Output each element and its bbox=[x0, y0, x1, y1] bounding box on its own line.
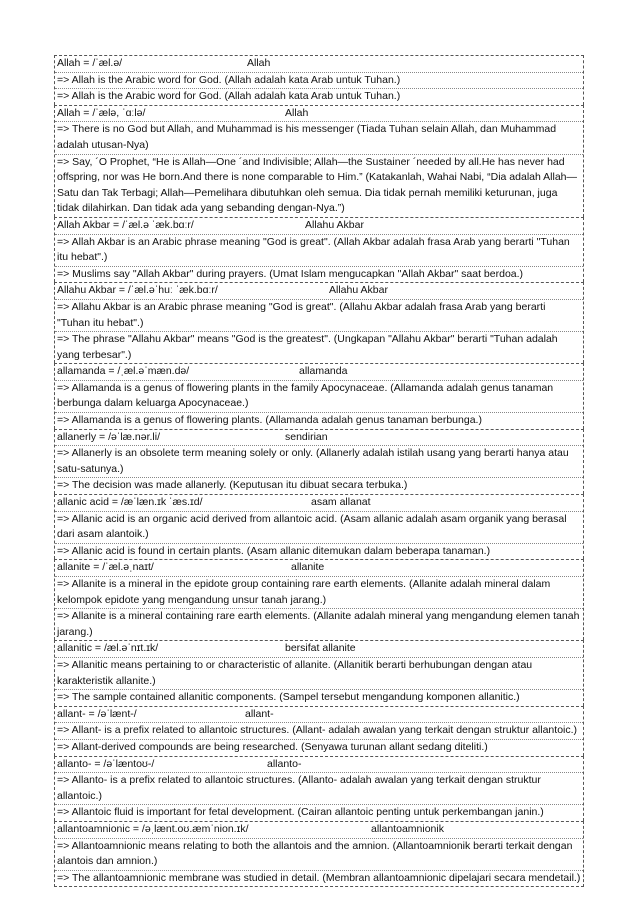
entry-term: allanitic = /æl.əˈnɪt.ɪk/ bbox=[57, 642, 159, 655]
example-sentence: => Allanite is a mineral containing rare earth elements. (Allanite adalah mineral yang mengandung elemen tanah jarang.) bbox=[57, 610, 580, 638]
example-sentence: => Allant- is a prefix related to allantoic structures. (Allant- adalah awalan yang terkait dengan struktur allantoic.) bbox=[55, 723, 583, 740]
entry-header bbox=[55, 822, 583, 839]
dictionary-document bbox=[54, 55, 584, 887]
entry-translation: allanto- bbox=[267, 757, 302, 770]
example-sentence: => Allanic acid is an organic acid derived from allantoic acid. (Asam allanic adalah asam organik yang berasal dari asam alantoik.) bbox=[55, 512, 583, 544]
dictionary-entry bbox=[54, 105, 584, 217]
example-sentence: => Allanitic means pertaining to or characteristic of allanite. (Allanitik berarti berhubungan dengan atau karakteristik allanite.) bbox=[55, 658, 583, 690]
entry-translation: Allah bbox=[247, 57, 271, 69]
entry-header bbox=[55, 757, 583, 774]
entry-translation: allant- bbox=[245, 707, 274, 720]
entry-term: allantoamnionic = /əˌlænt.oʊ.æmˈnion.ɪk/ bbox=[57, 822, 249, 835]
example-sentence: => Allant-derived compounds are being researched. (Senyawa turunan allant sedang diteliti.) bbox=[57, 740, 488, 753]
example-sentence: => Allamanda is a genus of flowering plants in the family Apocynaceae. (Allamanda adalah genus tanaman berbunga dalam keluarga Apocynaceae.) bbox=[55, 381, 583, 413]
entry-term: allant- = /əˈlænt-/ bbox=[57, 707, 137, 720]
entry-header bbox=[55, 560, 583, 577]
entry-term: allamanda = /ˌæl.əˈmæn.də/ bbox=[57, 365, 190, 378]
entry-translation: Allahu Akbar bbox=[329, 284, 388, 297]
dictionary-entry bbox=[54, 429, 584, 494]
example-sentence: => Allah is the Arabic word for God. (Allah adalah kata Arab untuk Tuhan.) bbox=[57, 90, 401, 103]
dictionary-entry bbox=[54, 821, 584, 887]
entry-translation: allantoamnionik bbox=[371, 822, 444, 835]
example-sentence: => The allantoamnionic membrane was studied in detail. (Membran allantoamnionic dipelajari secara mendetail.) bbox=[57, 871, 581, 884]
entry-header bbox=[55, 218, 583, 235]
example-sentence: => Allantoamnionic means relating to both the allantois and the amnion. (Allantoamnionik berarti terkait dengan alantois dan amnion.) bbox=[55, 839, 583, 871]
entry-header bbox=[55, 364, 583, 381]
example-sentence: => The decision was made allanerly. (Keputusan itu dibuat secara terbuka.) bbox=[57, 479, 408, 492]
example-sentence: => Allanic acid is found in certain plants. (Asam allanic ditemukan dalam beberapa tanaman.) bbox=[57, 544, 491, 557]
dictionary-entry bbox=[54, 494, 584, 559]
entry-translation: sendirian bbox=[285, 430, 328, 443]
example-sentence: => There is no God but Allah, and Muhammad is his messenger (Tiada Tuhan selain Allah, dan Muhammad adalah utusan-Nya) bbox=[55, 122, 583, 154]
dictionary-entry bbox=[54, 217, 584, 282]
example-sentence: => The sample contained allanitic components. (Sampel tersebut mengandung komponen allanitic.) bbox=[57, 691, 520, 704]
entry-term: allanite = /ˈæl.əˌnaɪt/ bbox=[57, 561, 154, 574]
dictionary-entry bbox=[54, 706, 584, 756]
entry-term: Allahu Akbar = /ˈæl.əˈhuː ˈæk.bɑːr/ bbox=[57, 284, 218, 297]
dictionary-entry bbox=[54, 559, 584, 640]
example-sentence: => The phrase "Allahu Akbar" means "God is the greatest". (Ungkapan "Allahu Akbar" berarti "Tuhan adalah yang terbesar".) bbox=[57, 333, 558, 361]
entry-translation: asam allanat bbox=[311, 496, 371, 509]
entry-header bbox=[55, 283, 583, 300]
example-sentence: => Allantoic fluid is important for fetal development. (Cairan allantoic penting untuk perkembangan janin.) bbox=[57, 806, 544, 819]
dictionary-entry bbox=[54, 55, 584, 105]
entry-translation: allamanda bbox=[299, 365, 348, 378]
dictionary-entry bbox=[54, 640, 584, 705]
example-sentence: => Allanto- is a prefix related to allantoic structures. (Allanto- adalah awalan yang terkait dengan struktur allantoic.) bbox=[55, 773, 583, 805]
example-sentence: => Allamanda is a genus of flowering plants. (Allamanda adalah genus tanaman berbunga.) bbox=[57, 414, 482, 427]
entry-term: allanerly = /əˈlæ.nər.li/ bbox=[57, 430, 161, 443]
entry-term: Allah = /ˈæl.ə/ bbox=[57, 57, 123, 69]
entry-term: allanto- = /əˈlæntoʊ-/ bbox=[57, 757, 155, 770]
dictionary-entry bbox=[54, 363, 584, 428]
entry-header bbox=[55, 430, 583, 447]
entry-translation: Allah bbox=[285, 106, 309, 119]
entry-header bbox=[55, 641, 583, 658]
entry-header bbox=[55, 56, 583, 73]
entry-term: allanic acid = /æˈlæn.ɪk ˈæs.ɪd/ bbox=[57, 496, 203, 509]
entry-term: Allah = /ˈælə, ˈɑːlə/ bbox=[57, 106, 146, 119]
example-sentence: => Allah Akbar is an Arabic phrase meaning "God is great". (Allah Akbar adalah frasa Arab yang berarti "Tuhan itu hebat".) bbox=[55, 235, 583, 267]
example-sentence: => Allah is the Arabic word for God. (Allah adalah kata Arab untuk Tuhan.) bbox=[55, 73, 583, 90]
entry-header bbox=[55, 495, 583, 512]
example-sentence: => Say, ´O Prophet, “He is Allah—One ´and Indivisible; Allah—the Sustainer ´needed by all.He has never had offspring, nor was He born.And there is none comparable to Him.” (Katakanlah, Wahai Nabi, “Dia adalah Allah—Satu dan Tak Terbagi; Allah—Pemelihara dibutuhkan oleh semua. Dia tidak pernah memiliki keturunan, juga tidak dilahirkan. Dan tidak ada yang sebanding dengan-Nya.”) bbox=[57, 155, 578, 215]
example-sentence: => Allanite is a mineral in the epidote group containing rare earth elements. (Allanite adalah mineral dalam kelompok epidote yang mengandung unsur tanah jarang.) bbox=[55, 577, 583, 609]
entry-translation: Allahu Akbar bbox=[305, 218, 364, 231]
entry-header bbox=[55, 106, 583, 123]
entry-translation: bersifat allanite bbox=[285, 642, 356, 655]
example-sentence: => Allahu Akbar is an Arabic phrase meaning "God is great". (Allahu Akbar adalah frasa Arab yang berarti "Tuhan itu hebat".) bbox=[55, 300, 583, 332]
dictionary-entry bbox=[54, 756, 584, 821]
entry-header bbox=[55, 707, 583, 724]
dictionary-entry bbox=[54, 282, 584, 363]
example-sentence: => Allanerly is an obsolete term meaning solely or only. (Allanerly adalah istilah usang yang berarti hanya atau satu-satunya.) bbox=[55, 446, 583, 478]
example-sentence: => Muslims say "Allah Akbar" during prayers. (Umat Islam mengucapkan "Allah Akbar" saat berdoa.) bbox=[57, 267, 524, 280]
entry-term: Allah Akbar = /ˈæl.ə ˈæk.bɑːr/ bbox=[57, 218, 194, 231]
entry-translation: allanite bbox=[291, 561, 325, 574]
